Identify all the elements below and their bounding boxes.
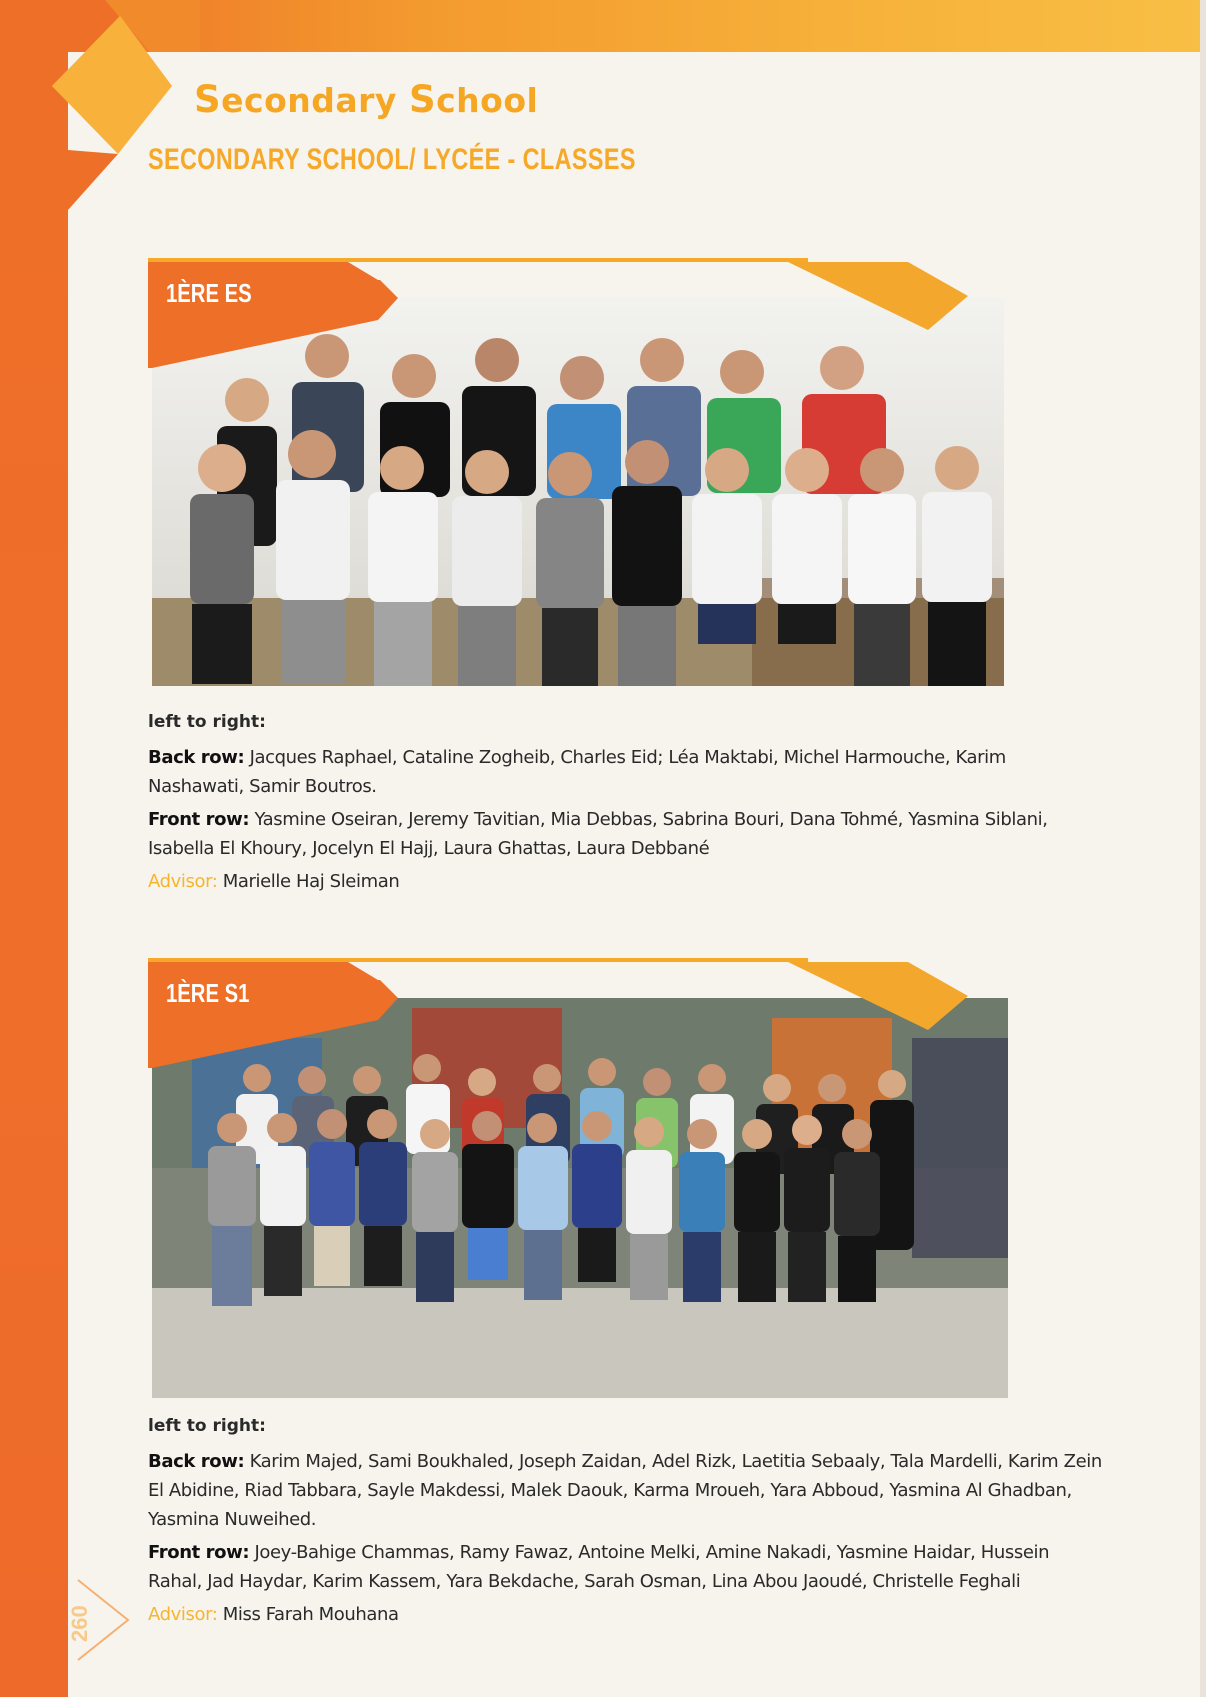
left-decorative-band (0, 0, 68, 1697)
back-row-text (148, 1447, 1103, 1534)
class-label: 1ÈRE ES (166, 278, 252, 308)
right-page-edge (1200, 0, 1206, 1697)
class-photo-frame (148, 958, 1048, 1388)
page-number: 260 (67, 1605, 92, 1642)
front-row-names: Yasmine Oseiran, Jeremy Tavitian, Mia Debbas, Sabrina Bouri, Dana Tohmé, Yasmina Siblani, Isabella El Khoury, Jocelyn El Hajj, Laura Ghattas, Laura Debbané (148, 809, 1048, 859)
front-row-label: Front row: (148, 1542, 250, 1563)
advisor-text (148, 867, 1103, 896)
class-photo-frame (148, 258, 1048, 688)
back-row-label: Back row: (148, 1451, 245, 1472)
back-row-names: Jacques Raphael, Cataline Zogheib, Charles Eid; Léa Maktabi, Michel Harmouche, Karim Nashawati, Samir Boutros. (148, 747, 1006, 797)
advisor-name: Marielle Haj Sleiman (222, 871, 400, 892)
class-label-badge (148, 258, 1048, 368)
caption-intro: left to right: (148, 712, 266, 732)
front-row-text (148, 1538, 1103, 1596)
class-label: 1ÈRE S1 (166, 978, 250, 1008)
class-label-badge (148, 958, 1048, 1068)
class-block-1ere-s1 (148, 958, 1102, 1625)
advisor-name: Miss Farah Mouhana (222, 1604, 399, 1625)
caption-intro: left to right: (148, 1416, 266, 1436)
advisor-label: Advisor: (148, 871, 218, 892)
class-caption (148, 708, 1103, 900)
page-heading: SECONDARY SCHOOL/ LYCÉE - CLASSES (148, 143, 636, 176)
class-block-1ere-es (148, 258, 1048, 898)
advisor-label: Advisor: (148, 1604, 218, 1625)
front-row-names: Joey-Bahige Chammas, Ramy Fawaz, Antoine Melki, Amine Nakadi, Yasmine Haidar, Hussein Rahal, Jad Haydar, Karim Kassem, Yara Bekdache, Sarah Osman, Lina Abou Jaoudé, Christelle Feghali (148, 1542, 1050, 1592)
back-row-names: Karim Majed, Sami Boukhaled, Joseph Zaidan, Adel Rizk, Laetitia Sebaaly, Tala Mardelli, Karim Zein El Abidine, Riad Tabbara, Sayle Makdessi, Malek Daouk, Karma Mroueh, Yara Abboud, Yasmina Al Ghadban, Yasmina Nuweihed. (148, 1451, 1102, 1530)
advisor-text (148, 1600, 1103, 1629)
front-row-label: Front row: (148, 809, 250, 830)
back-row-text (148, 743, 1103, 801)
front-row-text (148, 805, 1103, 863)
class-caption (148, 1412, 1103, 1633)
back-row-label: Back row: (148, 747, 245, 768)
section-title: Secondary School (194, 78, 539, 121)
